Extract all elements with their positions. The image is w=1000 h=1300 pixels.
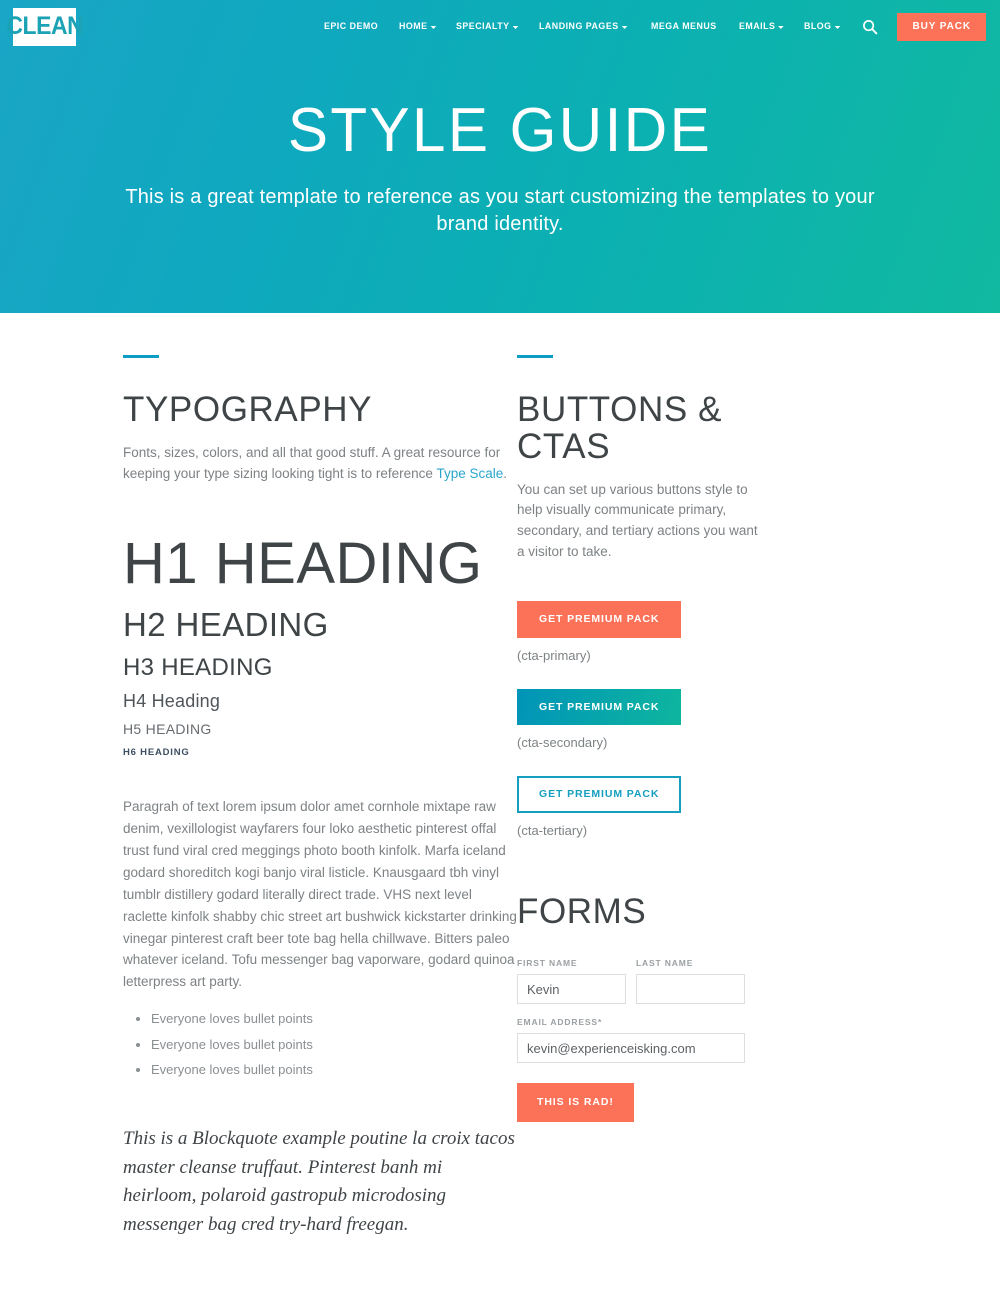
chevron-down-icon: [512, 26, 518, 29]
chevron-down-icon: [778, 26, 784, 29]
chevron-down-icon: [430, 26, 436, 29]
last-name-label: LAST NAME: [636, 958, 694, 969]
nav-item-specialty[interactable]: [456, 21, 518, 32]
accent-bar: [517, 355, 553, 358]
sample-h3: H3 HEADING: [123, 654, 273, 682]
email-label: EMAIL ADDRESS*: [517, 1017, 603, 1028]
list-item: • Everyone loves bullet points: [151, 1035, 517, 1055]
cta-primary-caption: (cta-primary): [517, 647, 591, 663]
cta-tertiary-button[interactable]: GET PREMIUM PACK: [517, 776, 681, 813]
name-field-row: [517, 958, 762, 1004]
cta-tertiary-caption: (cta-tertiary): [517, 822, 588, 838]
nav-item-label: HOME: [399, 21, 428, 32]
nav-item-epic-demo[interactable]: [324, 21, 378, 32]
sample-h5: H5 HEADING: [123, 720, 212, 737]
main-content: [0, 313, 1000, 1300]
sample-h4: H4 Heading: [123, 691, 221, 712]
site-logo[interactable]: [6, 8, 83, 46]
typography-description-suffix: .: [503, 465, 507, 481]
sample-h6: H6 HEADING: [123, 747, 190, 759]
nav-item-blog[interactable]: [804, 21, 840, 32]
page-title: STYLE GUIDE: [287, 96, 713, 165]
last-name-input[interactable]: [636, 974, 745, 1004]
cta-secondary-caption: (cta-secondary): [517, 735, 608, 751]
sample-h1: H1 HEADING: [123, 530, 483, 596]
main-navigation: [0, 0, 1000, 53]
hero-content: [0, 96, 1000, 238]
email-field: [517, 1017, 745, 1063]
cta-secondary-button[interactable]: GET PREMIUM PACK: [517, 689, 681, 726]
last-name-field: [636, 958, 745, 1004]
nav-item-label: BLOG: [803, 21, 832, 32]
form-submit-button[interactable]: THIS IS RAD!: [517, 1083, 634, 1122]
first-name-input[interactable]: [517, 974, 626, 1004]
cta-primary-button[interactable]: GET PREMIUM PACK: [517, 601, 681, 638]
typography-description-text: Fonts, sizes, colors, and all that good stuff. A great resource for keeping your type sizing looking tight is to reference: [123, 444, 501, 481]
nav-menu: [324, 21, 843, 32]
list-item: • Everyone loves bullet points: [151, 1060, 517, 1080]
forms-heading: FORMS: [517, 891, 647, 931]
nav-right-group: [324, 13, 1000, 41]
buttons-heading: BUTTONS & CTAS: [517, 390, 723, 466]
right-column: [0, 355, 758, 1240]
nav-item-label: EMAILS: [738, 21, 776, 32]
hero-subtitle: This is a great template to reference as you start customizing the templates to your brand identity.: [125, 186, 875, 235]
nav-item-label: EPIC DEMO: [323, 21, 379, 32]
typography-heading: TYPOGRAPHY: [123, 390, 373, 429]
sample-paragraph: Paragrah of text lorem ipsum dolor amet cornhole mixtape raw denim, vexillologist wayfarers four loko aesthetic pinterest offal trust fund viral cred meggings photo booth kinfolk. Marfa iceland godard shoreditch kogi banjo viral listicle. Knausgaard tbh vinyl tumblr distillery godard literally direct trade. VHS next level raclette kinfolk shabby chic street art bushwick kickstarter drinking vinegar pinterest craft beer tote bag hella chillwave. Bitters paleo whatever iceland. Tofu messenger bag vaporware, godard quinoa letterpress art party.: [123, 799, 517, 990]
logo-text: CLEAN: [6, 12, 83, 40]
type-scale-link[interactable]: Type Scale: [436, 465, 504, 481]
cta-tertiary-row: [517, 776, 762, 838]
buttons-description: You can set up various buttons style to help visually communicate primary, secondary, and tertiary actions you want a visitor to take.: [517, 481, 758, 560]
sample-h2: H2 HEADING: [123, 606, 329, 644]
first-name-field: [517, 958, 626, 1004]
cta-group: [517, 601, 762, 838]
nav-item-label: SPECIALTY: [455, 21, 510, 32]
chevron-down-icon: [834, 26, 840, 29]
nav-item-landing-pages[interactable]: [539, 21, 627, 32]
cta-secondary-row: [517, 689, 762, 751]
list-item: • Everyone loves bullet points: [151, 1009, 517, 1029]
email-input[interactable]: [517, 1033, 745, 1063]
hero-banner: [0, 0, 1000, 313]
cta-primary-row: [517, 601, 762, 663]
sample-blockquote: This is a Blockquote example poutine la croix tacos master cleanse truffaut. Pinterest banh mi heirloom, polaroid gastropub microdosing messenger bag cred try-hard freegan.: [123, 1127, 515, 1236]
chevron-down-icon: [622, 26, 628, 29]
buy-pack-button[interactable]: BUY PACK: [897, 13, 986, 41]
nav-item-label: MEGA MENUS: [651, 21, 717, 32]
search-icon[interactable]: [860, 17, 880, 37]
nav-item-home[interactable]: [399, 21, 436, 32]
first-name-label: FIRST NAME: [517, 958, 578, 969]
nav-item-label: LANDING PAGES: [539, 21, 620, 32]
forms-section: [517, 891, 762, 1122]
nav-item-emails[interactable]: [739, 21, 784, 32]
nav-item-mega-menus[interactable]: [651, 21, 717, 32]
